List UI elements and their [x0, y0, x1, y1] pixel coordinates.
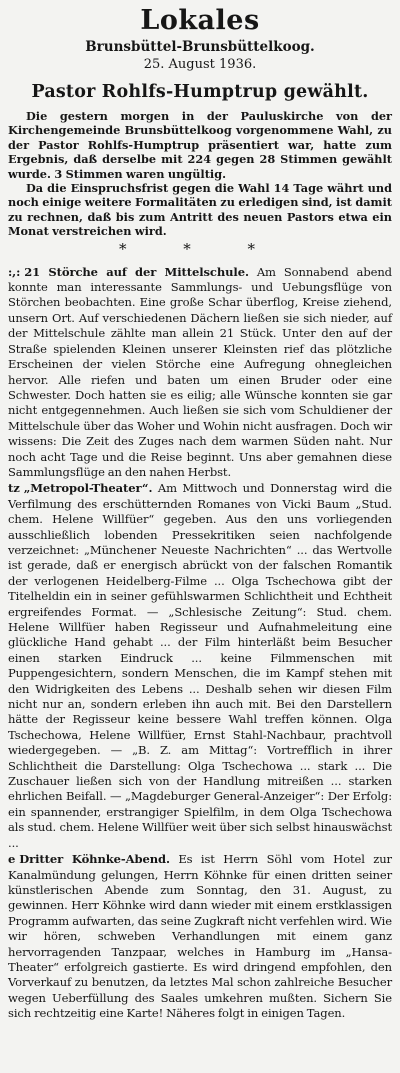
dateline-place: Brunsbüttel-Brunsbüttelkoog. [85, 39, 315, 55]
article-rubric: Dritter Köhnke-Abend. [19, 852, 170, 867]
dateline-date: 25. August 1936. [143, 57, 257, 72]
article-marker: tz [8, 481, 20, 496]
lead-paragraph: Da die Einspruchsfrist gegen die Wahl 14 Tage währt und noch einige weitere Formalitäten zu erledigen sind, ist damit zu rechnen, daß bis zum Antritt des neuen Pastors etwa ein Monat verstreichen wird. [8, 181, 393, 239]
article-text: Es ist Herrn Söhl vom Hotel zur Kanalmündung gelungen, Herrn Köhnke für einen dritten seiner künstlerischen Abende zum Sonntag, den 31. August, zu gewinnen. Herr Köhnke wird dann wieder mit einem erstklassigen Programm aufwarten, das seine Zugkraft nicht verfehlen wird. Wie wir hören, schweben Verhandlungen mit einem ganz hervorragenden Tanzpaar, welches in Hamburg im „Hansa-Theater“ erfolgreich gastierte. Es wird dringend empfohlen, den Vorverkauf zu benutzen, da letztes Mal schon zahlreiche Besucher wegen Ueberfüllung des Saales umkehren mußten. Sichern Sie sich rechtzeitig eine Karte! Näheres folgt in einigen Tagen. [8, 852, 392, 1021]
article-text: Am Mittwoch und Donnerstag wird die Verfilmung des erschütternden Romanes von Vicki Baum „Stud. chem. Helene Willfüer“ gegeben. Aus den uns vorliegenden ausschließlich lobenden Pressekritiken seien nachfolgende verzeichnet: „Münchener Neueste Nachrichten“ ... das Wertvolle ist gerade, daß er energisch abrückt von der falschen Romantik der verlogenen Heidelberg-Filme ... Olga Tschechowa gibt der Titelheldin ein in seiner gefühlswarmen Schlichtheit und Echtheit ergreifendes Format. — „Schlesische Zeitung“: Stud. chem. Helene Willfüer haben Regisseur und Aufnahmeleitung eine glückliche Hand gehabt ... der Film hinterläßt beim Besucher einen starken Eindruck ... keine Filmmenschen mit Puppengesichtern, sondern Menschen, die im Kampf stehen mit den Widrigkeiten des Lebens ... Deshalb sehen wir diesen Film nicht nur an, sondern erleben ihn auch mit. Bei den Darstellern hätte der Regisseur keine bessere Wahl treffen können. Olga Tschechowa, Helene Willfüer, Ernst Stahl-Nachbaur, prachtvoll wiedergegeben. — „B. Z. am Mittag“: Vortrefflich in ihrer Schlichtheit die Darstellung: Olga Tschechowa ... stark ... Die Zuschauer ließen sich von der Handlung mitreißen ... starken ehrlichen Beifall. — „Magdeburger General-Anzeiger“: Der Erfolg: ein spannender, erstrangiger Spielfilm, in dem Olga Tschechowa als stud. chem. Helene Willfüer weit über sich selbst hinauswächst ... [8, 481, 392, 850]
article-koehnke-evening [8, 852, 392, 1021]
article-rubric: „Metropol-Theater“. [23, 481, 153, 496]
article-text: Am Sonnabend abend konnte man interessante Sammlungs- und Uebungsflüge von Störchen beobachten. Eine große Schar überflog, Kreise ziehend, unsern Ort. Auf verschiedenen Dächern ließen sie sich nieder, auf der Mittelschule zählte man allein 21 Stück. Unter den auf der Straße spielenden Kleinen unserer Kleinsten rief das plötzliche Erscheinen der vielen Störche eine Aufregung ohnegleichen hervor. Alle riefen und baten um einen Bruder oder eine Schwester. Doch hatten sie es eilig; alle Wünsche konnten sie gar nicht entgegennehmen. Auch ließen sie sich vom Schuldiener der Mittelschule über das Woher und Wohin nicht ausfragen. Doch wir wissens: Die Zeit des Zuges nach dem warmen Süden naht. Nur noch acht Tage und die Reise beginnt. Uns aber gemahnen diese Sammlungsflüge an den nahen Herbst. [8, 264, 392, 479]
article-paragraph [8, 481, 392, 851]
article-stork-flight [8, 265, 392, 481]
article-paragraph [8, 265, 392, 481]
article-rubric: 21 Störche auf der Mittelschule. [24, 264, 249, 279]
lead-article [8, 109, 392, 239]
article-marker: :,: [8, 264, 21, 279]
lead-paragraph: Die gestern morgen in der Pauluskirche von der Kirchengemeinde Brunsbüttelkoog vorgenommene Wahl, zu der Pastor Rohlfs-Humptrup präsentiert war, hatte zum Ergebnis, daß derselbe mit 224 gegen 28 Stimmen gewählt wurde. 3 Stimmen waren ungültig. [8, 109, 392, 181]
masthead [8, 6, 392, 73]
article-metropol-theater [8, 481, 392, 851]
article-paragraph [8, 852, 392, 1021]
section-title: Lokales [140, 5, 260, 36]
headline: Pastor Rohlfs-Humptrup gewählt. [31, 82, 369, 102]
article-marker: e [8, 852, 16, 867]
asterisk-separator: * * * [118, 239, 282, 258]
